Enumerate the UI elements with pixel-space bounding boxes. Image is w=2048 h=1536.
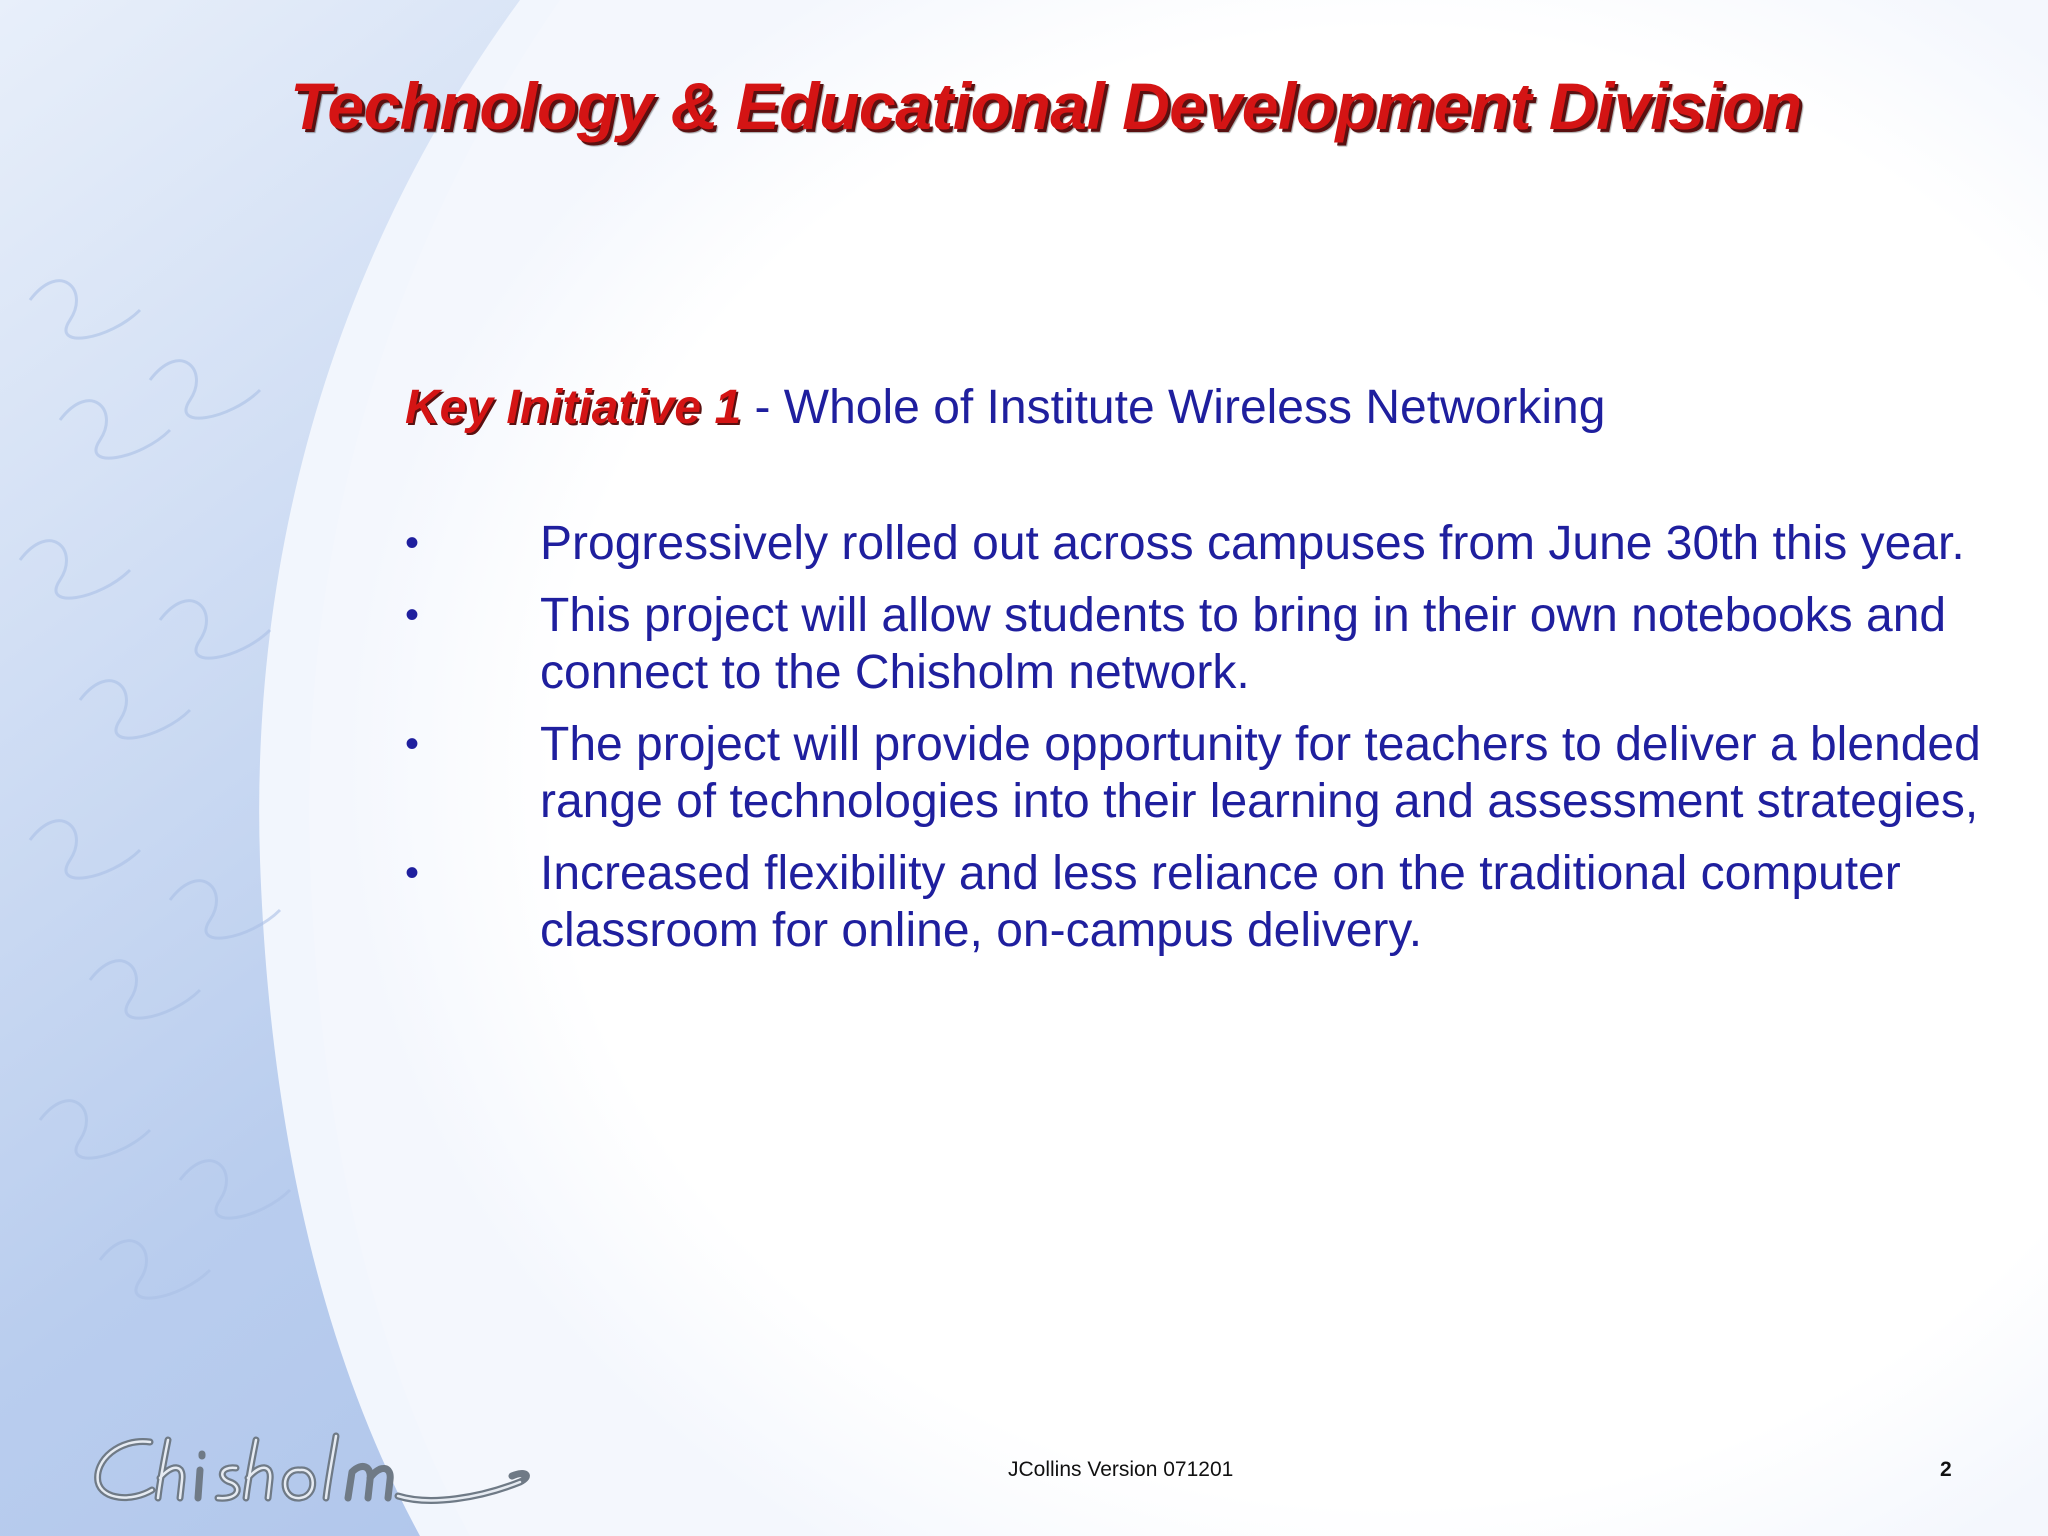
chisholm-logo-icon [80,1420,540,1520]
list-item [405,716,1985,830]
slide-title: Technology & Educational Development Division [290,69,1802,143]
bullet-text: This project will allow students to bring in their own notebooks and connect to the Chisholm network. [540,589,1947,699]
bullet-icon: • [405,593,420,637]
bullet-text: Progressively rolled out across campuses from June 30th this year. [540,517,1965,570]
page-number: 2 [1940,1458,1952,1481]
bullet-icon: • [405,851,420,895]
initiative-separator: - [741,381,784,434]
bullet-icon: • [405,521,420,565]
initiative-text: Whole of Institute Wireless Networking [783,381,1606,434]
list-item [405,845,1985,959]
list-item [405,587,1985,701]
initiative-heading [405,380,1605,435]
bullet-text: The project will provide opportunity for teachers to deliver a blended range of technologies into their learning and assessment strategies, [540,718,1981,828]
bullet-text: Increased flexibility and less reliance on the traditional computer classroom for online, on-campus delivery. [540,847,1901,957]
bullet-list [405,515,1985,974]
footer-version: JCollins Version 071201 [1008,1458,1234,1481]
initiative-label: Key Initiative 1 [405,381,742,434]
list-item [405,515,1985,572]
bullet-icon: • [405,722,420,766]
